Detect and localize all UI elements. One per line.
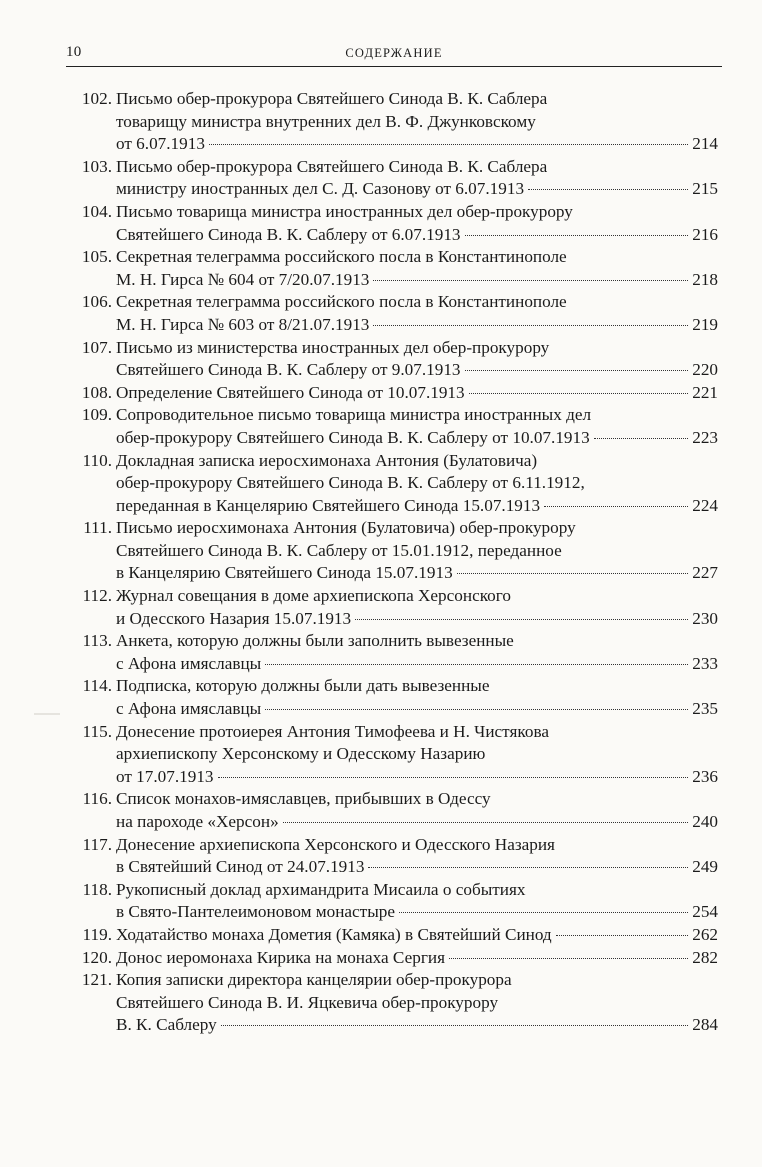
dot-leader [209, 143, 688, 145]
entry-title-line: Рукописный доклад архимандрита Мисаила о событиях [116, 879, 526, 899]
entry-number: 119. [82, 924, 112, 944]
entry-number: 111. [83, 518, 112, 538]
page-reference: 230 [692, 608, 718, 628]
entry-title-line: переданная в Канцелярию Святейшего Синода 15.07.1913 [116, 495, 541, 515]
page-reference: 224 [692, 495, 718, 515]
dot-leader [368, 866, 688, 868]
dot-leader [465, 234, 689, 236]
toc-entry [66, 88, 718, 156]
entry-last-line [116, 427, 718, 450]
dot-leader [449, 957, 688, 959]
entry-number: 117. [82, 834, 112, 854]
entry-title-line: обер-прокурору Святейшего Синода В. К. Саблеру от 10.07.1913 [116, 427, 590, 447]
entry-last-line [116, 382, 718, 405]
toc-entry [66, 291, 718, 336]
entry-last-line [116, 1014, 718, 1037]
entry-number: 121. [81, 970, 112, 990]
dot-leader [373, 279, 688, 281]
entry-number: 105. [81, 247, 112, 267]
toc-entry [66, 675, 718, 720]
entry-last-line [116, 924, 718, 947]
toc-entry [66, 969, 718, 1037]
page-reference: 233 [692, 653, 718, 673]
entry-title-line: Святейшего Синода В. И. Яцкевича обер-прокурору [116, 992, 499, 1012]
dot-leader [594, 437, 689, 439]
entry-number: 113. [82, 631, 112, 651]
dot-leader [556, 934, 689, 936]
toc-entry [66, 834, 718, 879]
page-reference: 219 [692, 314, 718, 334]
dot-leader [218, 776, 689, 778]
entry-title-line: от 17.07.1913 [116, 766, 214, 786]
entry-title-line: Донесение протоиерея Антония Тимофеева и Н. Чистякова [116, 721, 549, 741]
entry-last-line [116, 947, 718, 970]
toc-entry [66, 630, 718, 675]
toc-entry [66, 788, 718, 833]
dot-leader [283, 821, 689, 823]
entry-title-line: В. К. Саблеру [116, 1015, 217, 1035]
entry-title-line: Ходатайство монаха Дометия (Камяка) в Святейший Синод [116, 924, 552, 944]
entry-title-line: с Афона имяславцы [116, 653, 262, 673]
entry-title-line: Письмо иеросхимонаха Антония (Булатовича) обер-прокурору [116, 518, 576, 538]
dot-leader [465, 369, 689, 371]
entry-last-line [116, 901, 718, 924]
entry-title-line: Копия записки директора канцелярии обер-прокурора [116, 970, 512, 990]
toc-entry [66, 585, 718, 630]
entry-title-line: Письмо обер-прокурора Святейшего Синода В. К. Саблера [116, 89, 548, 108]
entry-number: 103. [81, 156, 112, 176]
entry-last-line [116, 314, 718, 337]
entry-title-line: Святейшего Синода В. К. Саблеру от 6.07.1913 [116, 224, 461, 244]
entry-number: 114. [82, 676, 112, 696]
page-reference: 262 [692, 924, 718, 944]
entry-title-line: Святейшего Синода В. К. Саблеру от 9.07.1913 [116, 360, 461, 380]
entry-title-line: Определение Святейшего Синода от 10.07.1913 [116, 382, 465, 402]
entry-last-line [116, 562, 718, 585]
entry-title-line: Журнал совещания в доме архиепископа Херсонского [116, 586, 511, 606]
table-of-contents [66, 88, 718, 1037]
page-reference: 215 [692, 179, 718, 199]
entry-title-line: Святейшего Синода В. К. Саблеру от 15.01.1912, переданное [116, 540, 562, 560]
entry-number: 116. [82, 789, 112, 809]
entry-title-line: в Свято-Пантелеимоновом монастыре [116, 902, 395, 922]
entry-title-line: товарищу министра внутренних дел В. Ф. Джунковскому [116, 111, 536, 131]
page-reference: 254 [692, 902, 718, 922]
entry-number: 112. [82, 586, 112, 606]
entry-last-line [116, 856, 718, 879]
entry-number: 102. [81, 89, 112, 108]
dot-leader [399, 911, 688, 913]
toc-entry [66, 517, 718, 585]
page-reference: 282 [692, 947, 718, 967]
toc-entry [66, 246, 718, 291]
entry-last-line [116, 133, 718, 156]
entry-last-line [116, 269, 718, 292]
entry-title-line: Письмо товарища министра иностранных дел обер-прокурору [116, 201, 573, 221]
entry-title-line: в Святейший Синод от 24.07.1913 [116, 857, 365, 877]
page-reference: 221 [692, 382, 718, 402]
running-title: СОДЕРЖАНИЕ [345, 46, 443, 60]
entry-title-line: Секретная телеграмма российского посла в Константинополе [116, 247, 567, 267]
toc-entry [66, 947, 718, 970]
toc-entry [66, 879, 718, 924]
toc-entry [66, 924, 718, 947]
dot-leader [265, 708, 688, 710]
entry-last-line [116, 653, 718, 676]
toc-entry [66, 404, 718, 449]
entry-title-line: от 6.07.1913 [116, 134, 205, 154]
entry-title-line: Сопроводительное письмо товарища министра иностранных дел [116, 405, 592, 425]
entry-title-line: Письмо обер-прокурора Святейшего Синода В. К. Саблера [116, 156, 548, 176]
entry-last-line [116, 766, 718, 789]
entry-last-line [116, 698, 718, 721]
entry-last-line [116, 178, 718, 201]
entry-title-line: Подписка, которую должны были дать вывезенные [116, 676, 490, 696]
dot-leader [457, 572, 689, 574]
entry-number: 106. [81, 292, 112, 312]
page-reference: 249 [692, 857, 718, 877]
toc-entry [66, 382, 718, 405]
toc-entry [66, 201, 718, 246]
toc-entry [66, 721, 718, 789]
entry-number: 104. [81, 201, 112, 221]
page-reference: 220 [692, 360, 718, 380]
dot-leader [373, 324, 688, 326]
entry-title-line: Секретная телеграмма российского посла в Константинополе [116, 292, 567, 312]
page-reference: 235 [692, 699, 718, 719]
dot-leader [221, 1024, 689, 1026]
entry-title-line: обер-прокурору Святейшего Синода В. К. Саблеру от 6.11.1912, [116, 473, 585, 493]
entry-last-line [116, 224, 718, 247]
page-reference: 216 [692, 224, 718, 244]
page-reference: 236 [692, 766, 718, 786]
running-header [66, 44, 722, 67]
entry-title-line: Список монахов-имяславцев, прибывших в Одессу [116, 789, 491, 809]
entry-title-line: Докладная записка иеросхимонаха Антония (Булатовича) [116, 450, 538, 470]
entry-last-line [116, 495, 718, 518]
page-number: 10 [66, 44, 82, 60]
page-reference: 218 [692, 269, 718, 289]
entry-title-line: Письмо из министерства иностранных дел обер-прокурору [116, 337, 550, 357]
dot-leader [469, 392, 689, 394]
page-reference: 240 [692, 812, 718, 831]
page-reference: 223 [692, 427, 718, 447]
entry-title-line: Анкета, которую должны были заполнить вывезенные [116, 631, 514, 651]
dot-leader [544, 505, 688, 507]
dot-leader [355, 618, 688, 620]
toc-entry [66, 450, 718, 518]
entry-title-line: Донос иеромонаха Кирика на монаха Сергия [116, 947, 445, 967]
page-reference: 214 [692, 134, 718, 154]
entry-title-line: М. Н. Гирса № 604 от 7/20.07.1913 [116, 269, 370, 289]
entry-title-line: Донесение архиепископа Херсонского и Одесского Назария [116, 834, 555, 854]
entry-title-line: на пароходе «Херсон» [116, 812, 279, 831]
scan-artifact [34, 713, 60, 715]
entry-number: 118. [82, 879, 112, 899]
page-reference: 227 [692, 563, 718, 583]
page-reference: 284 [692, 1015, 718, 1035]
entry-number: 109. [81, 405, 112, 425]
entry-number: 107. [81, 337, 112, 357]
entry-title-line: с Афона имяславцы [116, 699, 262, 719]
toc-entry [66, 156, 718, 201]
entry-title-line: в Канцелярию Святейшего Синода 15.07.1913 [116, 563, 453, 583]
entry-title-line: архиепископу Херсонскому и Одесскому Назарию [116, 744, 486, 764]
entry-last-line [116, 608, 718, 631]
entry-last-line [116, 811, 718, 834]
entry-last-line [116, 359, 718, 382]
entry-number: 120. [81, 947, 112, 967]
dot-leader [265, 663, 688, 665]
toc-entry [66, 337, 718, 382]
entry-number: 110. [82, 450, 112, 470]
entry-title-line: М. Н. Гирса № 603 от 8/21.07.1913 [116, 314, 370, 334]
entry-title-line: министру иностранных дел С. Д. Сазонову от 6.07.1913 [116, 179, 525, 199]
entry-title-line: и Одесского Назария 15.07.1913 [116, 608, 352, 628]
entry-number: 115. [82, 721, 112, 741]
dot-leader [528, 188, 688, 190]
entry-number: 108. [81, 382, 112, 402]
